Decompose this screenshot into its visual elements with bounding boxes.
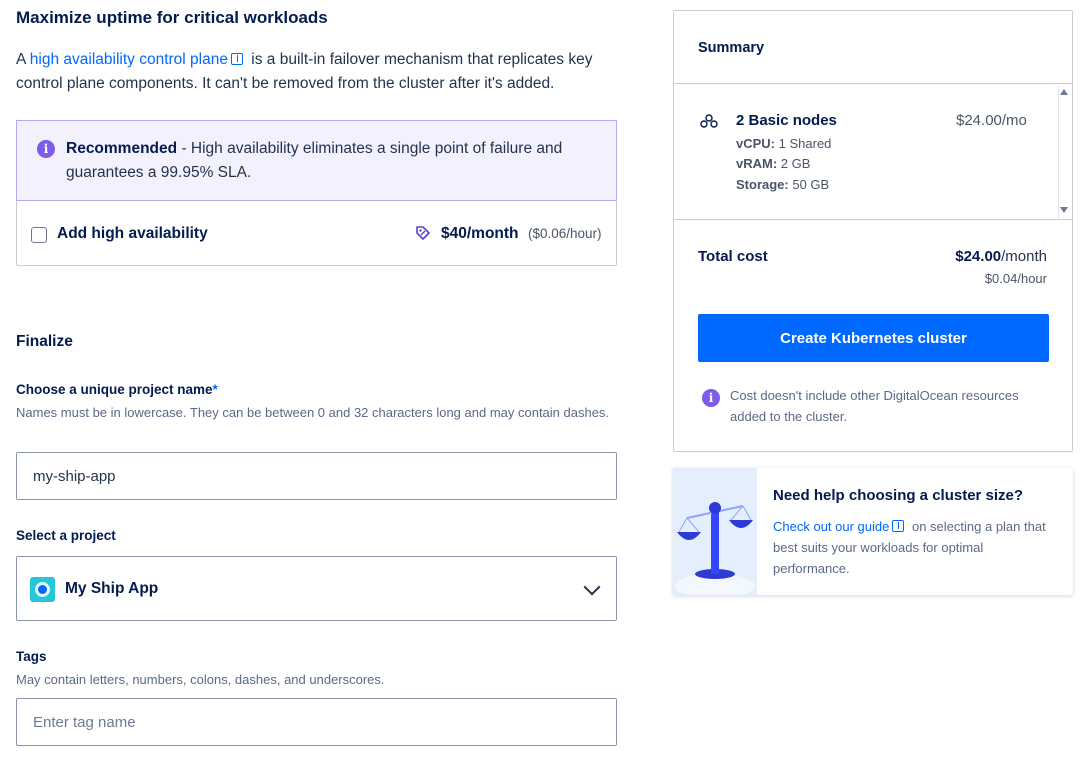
spec-label: vCPU: xyxy=(736,136,776,151)
ha-checkbox[interactable] xyxy=(31,227,47,243)
spec-vram xyxy=(736,156,810,171)
spec-vcpu xyxy=(736,136,831,151)
total-period: /month xyxy=(1001,248,1047,265)
summary-panel xyxy=(673,10,1073,452)
info-icon: i xyxy=(702,389,720,407)
ha-intro-prefix: A xyxy=(16,51,26,68)
spec-label: vRAM: xyxy=(736,156,778,171)
project-select[interactable] xyxy=(16,556,617,621)
spec-value: 50 GB xyxy=(792,177,830,192)
spec-value: 2 GB xyxy=(780,156,811,171)
spec-storage xyxy=(736,177,829,192)
tags-label: Tags xyxy=(16,649,47,664)
ha-intro-suffix: is a built-in failover mechanism that replicates key control plane components. It can't be removed from the cluster after it's added. xyxy=(16,51,593,92)
project-select-label: Select a project xyxy=(16,528,116,543)
total-hourly: $0.04/hour xyxy=(984,271,1047,286)
guide-link[interactable]: Check out our guide xyxy=(773,519,890,534)
spec-value: 1 Shared xyxy=(778,136,832,151)
ha-option-box xyxy=(16,120,617,266)
total-amount: $24.00 xyxy=(955,248,1002,265)
project-selected-value: My Ship App xyxy=(65,580,159,597)
nodes-title: 2 Basic nodes xyxy=(736,112,837,129)
spec-label: Storage: xyxy=(736,177,789,192)
divider xyxy=(674,83,1072,84)
scrollbar-track[interactable] xyxy=(1058,86,1059,218)
help-card xyxy=(673,468,1073,595)
project-name-label xyxy=(16,382,218,397)
ha-heading: Maximize uptime for critical workloads xyxy=(16,8,328,27)
help-card-text xyxy=(773,516,1053,579)
ha-hourly-price: ($0.06/hour) xyxy=(528,226,602,241)
docs-icon[interactable] xyxy=(892,520,904,532)
recommended-label: Recommended xyxy=(66,140,178,157)
scroll-down-icon[interactable] xyxy=(1060,207,1068,213)
help-card-title: Need help choosing a cluster size? xyxy=(773,487,1024,504)
recommended-banner xyxy=(16,120,617,201)
project-name-help: Names must be in lowercase. They can be between 0 and 32 characters long and may contain dashes. xyxy=(16,405,610,420)
scroll-up-icon[interactable] xyxy=(1060,89,1068,95)
divider xyxy=(674,219,1072,220)
finalize-heading: Finalize xyxy=(16,333,73,350)
tags-input[interactable] xyxy=(16,698,617,746)
ha-price: $40/month xyxy=(441,225,519,242)
ha-control-plane-link[interactable]: high availability control plane xyxy=(29,51,228,68)
ha-option-label[interactable]: Add high availability xyxy=(57,225,208,242)
recommended-text xyxy=(66,137,596,185)
project-icon xyxy=(30,577,55,602)
project-name-label-text: Choose a unique project name xyxy=(16,382,213,397)
summary-title: Summary xyxy=(698,40,765,56)
chevron-down-icon[interactable] xyxy=(584,579,601,596)
project-name-input[interactable] xyxy=(16,452,617,500)
total-cost-value xyxy=(955,248,1047,265)
balance-scale-icon xyxy=(673,468,757,595)
cost-note: Cost doesn't include other DigitalOcean resources added to the cluster. xyxy=(730,388,1019,424)
info-icon: i xyxy=(37,140,55,158)
nodes-icon xyxy=(700,114,718,128)
nodes-price: $24.00/mo xyxy=(956,112,1027,129)
ha-intro xyxy=(16,48,616,96)
price-tag-icon xyxy=(416,226,430,240)
help-card-description: on selecting a plan that best suits your workloads for optimal performance. xyxy=(773,519,1046,576)
total-cost-label: Total cost xyxy=(698,248,768,265)
create-cluster-button[interactable]: Create Kubernetes cluster xyxy=(698,314,1049,362)
recommended-description: - High availability eliminates a single point of failure and guarantees a 99.95% SLA. xyxy=(66,140,563,181)
required-marker: * xyxy=(212,382,218,397)
ha-option-row[interactable] xyxy=(17,202,616,266)
docs-icon[interactable] xyxy=(231,53,243,65)
tags-help: May contain letters, numbers, colons, dashes, and underscores. xyxy=(16,672,385,687)
